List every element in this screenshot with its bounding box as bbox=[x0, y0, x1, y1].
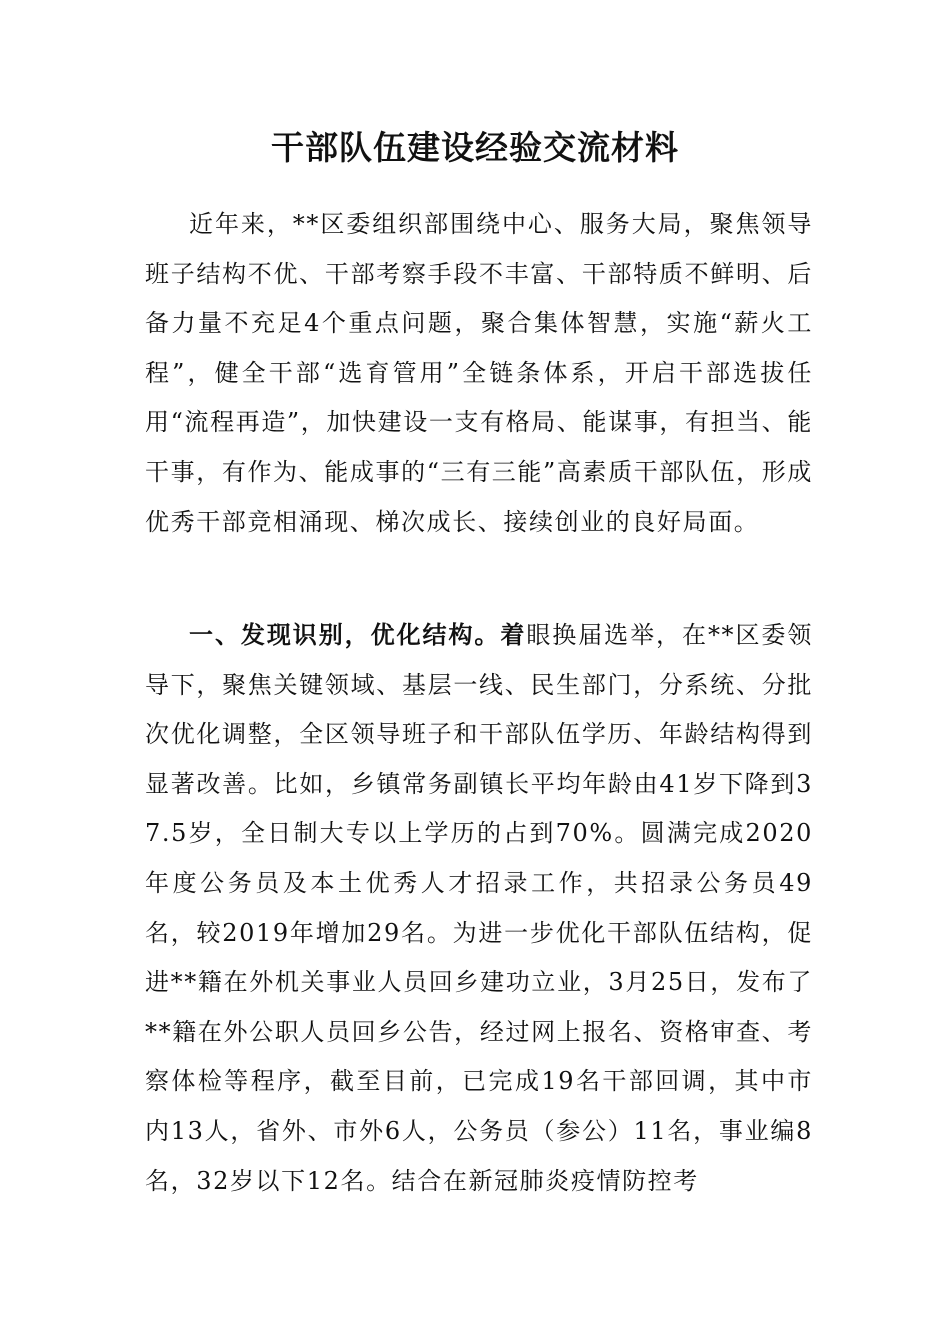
section-one-text: 眼换届选举，在**区委领导下，聚焦关键领域、基层一线、民生部门，分系统、分批次优化调整，全区领导班子和干部队伍学历、年龄结构得到显著改善。比如，乡镇常务副镇长平均年龄由41岁下降到37.5岁，全日制大专以上学历的占到70%。圆满完成2020年度公务员及本土优秀人才招录工作，共招录公务员49名，较2019年增加29名。为进一步优化干部队伍结构，促进**籍在外机关事业人员回乡建功立业，3月25日，发布了**籍在外公职人员回乡公告，经过网上报名、资格审查、考察体检等程序，截至目前，已完成19名干部回调，其中市内13人，省外、市外6人，公务员（参公）11名，事业编8名，32岁以下12名。结合在新冠肺炎疫情防控考 bbox=[145, 621, 813, 1195]
document-title: 干部队伍建设经验交流材料 bbox=[271, 128, 679, 167]
intro-paragraph bbox=[145, 200, 813, 547]
intro-paragraph-text: 近年来，**区委组织部围绕中心、服务大局，聚焦领导班子结构不优、干部考察手段不丰富、干部特质不鲜明、后备力量不充足4个重点问题，聚合集体智慧，实施“薪火工程”，健全干部“选育管用”全链条体系，开启干部选拔任用“流程再造”，加快建设一支有格局、能谋事，有担当、能干事，有作为、能成事的“三有三能”高素质干部队伍，形成优秀干部竞相涌现、梯次成长、接续创业的良好局面。 bbox=[145, 210, 813, 536]
section-one-heading: 一、发现识别，优化结构。着 bbox=[189, 620, 527, 649]
section-one-paragraph bbox=[145, 610, 813, 1206]
